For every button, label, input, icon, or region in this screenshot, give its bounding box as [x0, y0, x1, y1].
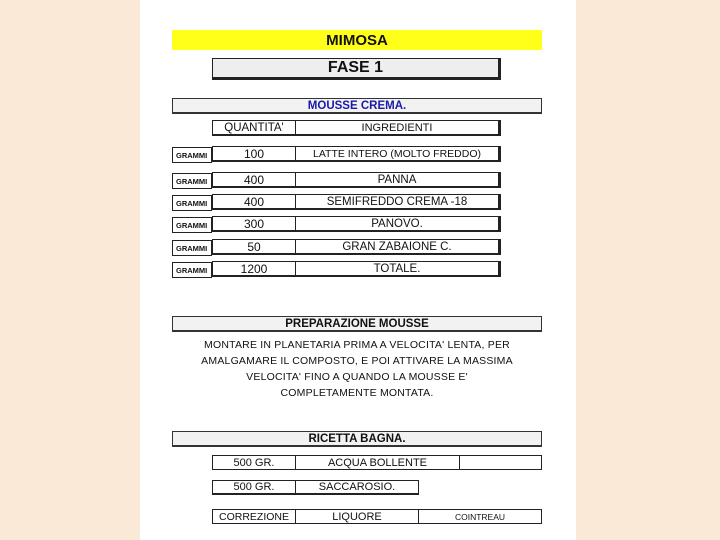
- row-quantity: 300: [212, 216, 296, 232]
- row-unit: GRAMMI: [172, 262, 212, 278]
- bagna-row-quantity: CORREZIONE: [212, 509, 296, 524]
- bagna-row-note: [459, 455, 542, 470]
- bagna-row-quantity: 500 GR.: [212, 480, 296, 495]
- row-ingredient: LATTE INTERO (MOLTO FREDDO): [295, 146, 501, 162]
- instruction-line: MONTARE IN PLANETARIA PRIMA A VELOCITA' LENTA, PER: [204, 339, 510, 351]
- instruction-line: VELOCITA' FINO A QUANDO LA MOUSSE E': [246, 371, 468, 383]
- row-unit: GRAMMI: [172, 240, 212, 256]
- row-quantity: 400: [212, 172, 296, 188]
- quantity-column-header: QUANTITA': [212, 120, 296, 136]
- bagna-row-item: SACCAROSIO.: [295, 480, 419, 495]
- preparation-section-title: PREPARAZIONE MOUSSE: [172, 316, 542, 332]
- row-quantity: 1200: [212, 261, 296, 277]
- recipe-title: MIMOSA: [172, 30, 542, 50]
- ingredients-column-header: INGREDIENTI: [295, 120, 501, 136]
- row-ingredient: GRAN ZABAIONE C.: [295, 239, 501, 255]
- preparation-instructions: [180, 337, 534, 401]
- instruction-line: AMALGAMARE IL COMPOSTO, E POI ATTIVARE LA MASSIMA: [201, 355, 513, 367]
- bagna-section-title: RICETTA BAGNA.: [172, 431, 542, 447]
- bagna-row-note: COINTREAU: [418, 509, 542, 524]
- row-ingredient: SEMIFREDDO CREMA -18: [295, 194, 501, 210]
- row-unit: GRAMMI: [172, 217, 212, 233]
- row-unit: GRAMMI: [172, 195, 212, 211]
- row-quantity: 400: [212, 194, 296, 210]
- row-unit: GRAMMI: [172, 173, 212, 189]
- row-ingredient: PANNA: [295, 172, 501, 188]
- row-quantity: 50: [212, 239, 296, 255]
- row-quantity: 100: [212, 146, 296, 162]
- row-ingredient: PANOVO.: [295, 216, 501, 232]
- bagna-row-quantity: 500 GR.: [212, 455, 296, 470]
- mousse-section-title: MOUSSE CREMA.: [172, 98, 542, 114]
- bagna-row-item: LIQUORE: [295, 509, 419, 524]
- instruction-line: COMPLETAMENTE MONTATA.: [280, 387, 434, 399]
- phase-label: FASE 1: [212, 58, 501, 80]
- row-ingredient: TOTALE.: [295, 261, 501, 277]
- row-unit: GRAMMI: [172, 147, 212, 163]
- bagna-row-item: ACQUA BOLLENTE: [295, 455, 460, 470]
